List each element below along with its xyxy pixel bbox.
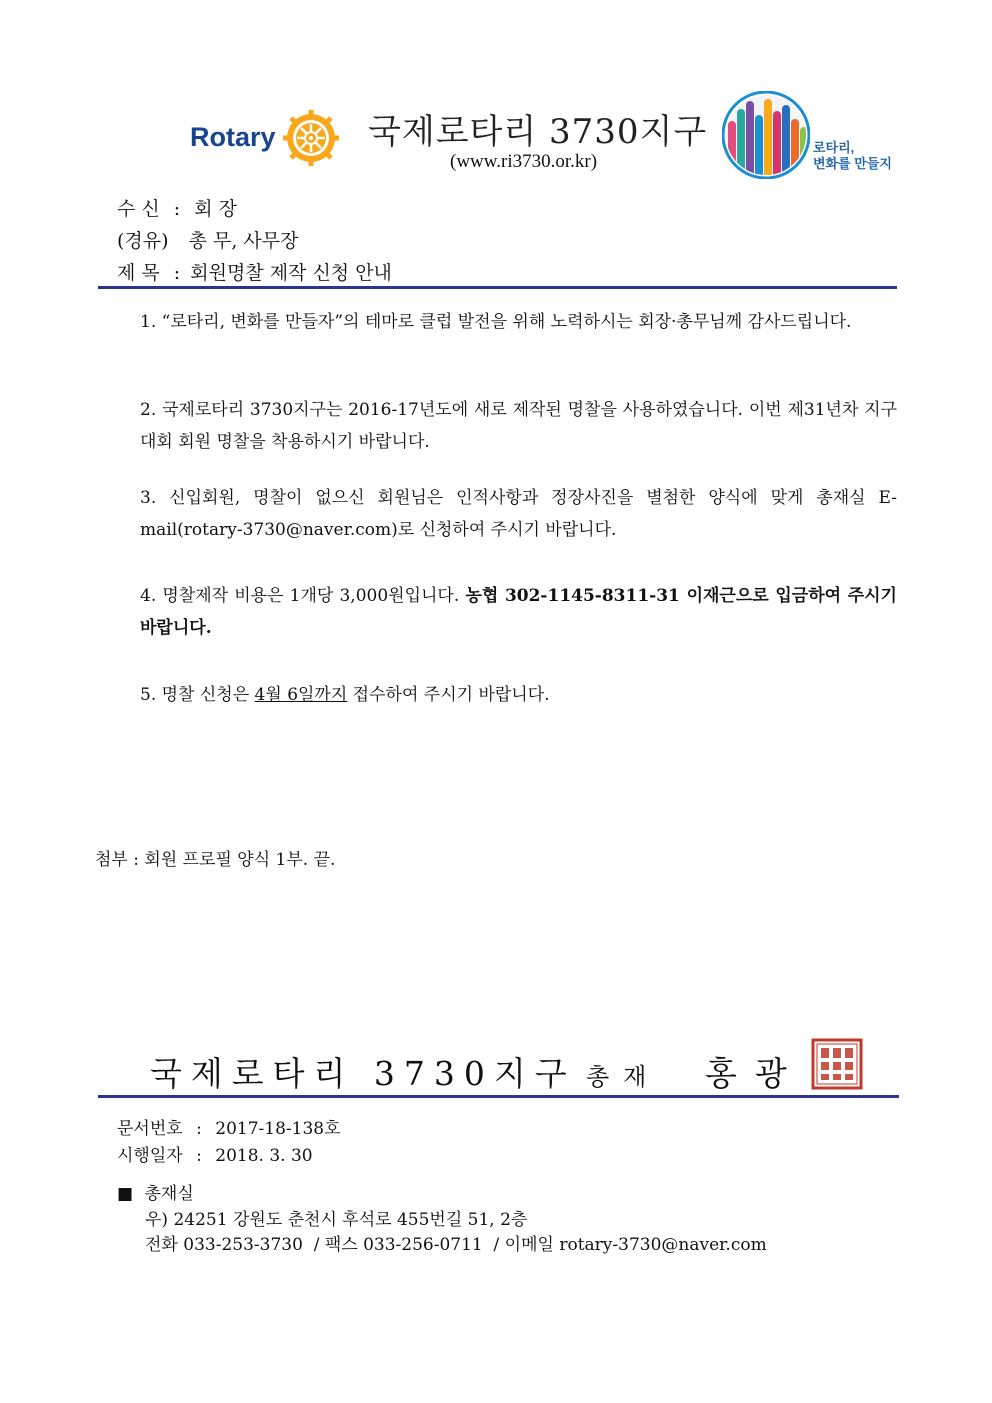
paragraph-1-text: 1. “로타리, 변화를 만들자”의 테마로 클럽 발전을 위해 노력하시는 회장·총무님께 감사드립니다. <box>140 312 852 332</box>
header-title: 국제로타리 3730지구 <box>368 112 708 152</box>
subject-label: 제 목 <box>117 262 160 284</box>
recipient-label: 수 신 <box>117 198 160 220</box>
paragraph-5-deadline: 4월 6일까지 <box>254 685 348 705</box>
issue-date-label: 시행일자 <box>117 1146 183 1166</box>
theme-slogan <box>813 140 892 172</box>
header-url: (www.ri3730.or.kr) <box>450 151 598 172</box>
paragraph-5-text <box>95 679 897 711</box>
subject-colon: : <box>173 262 181 284</box>
paragraph-4-text <box>95 580 897 644</box>
document-number-value: 2017-18-138호 <box>215 1119 341 1139</box>
signature-divider <box>98 1095 899 1098</box>
issue-date-colon: : <box>196 1146 202 1166</box>
paragraph-1 <box>95 306 897 338</box>
recipient-colon: : <box>173 198 181 220</box>
paragraph-5-before: 5. 명찰 신청은 <box>140 685 255 705</box>
theme-slogan-line2: 변화를 만들지 <box>813 156 892 171</box>
paragraph-5 <box>95 679 897 711</box>
rotary-wheel-icon <box>283 110 339 166</box>
paragraph-2-text: 2. 국제로타리 3730지구는 2016-17년도에 새로 제작된 명찰을 사용하였습니다. 이번 제31년차 지구대회 회원 명찰을 착용하시기 바랍니다. <box>140 400 897 452</box>
document-number-row <box>117 1114 341 1139</box>
issue-date-value: 2018. 3. 30 <box>215 1146 313 1166</box>
recipient-value: 회 장 <box>194 198 237 220</box>
paragraph-3-text: 3. 신입회원, 명찰이 없으신 회원님은 인적사항과 정장사진을 별첨한 양식에 맞게 총재실 E-mail(rotary-3730@naver.com)로 신청하여 주시기 바랍니다. <box>140 488 897 540</box>
rotary-logo-text: Rotary <box>190 122 276 152</box>
signature-role: 총재 <box>586 1063 661 1091</box>
via-value: 총 무, 사무장 <box>188 230 299 252</box>
office-bullet-icon: ■ <box>117 1184 134 1204</box>
via-row <box>117 226 298 253</box>
attachment-note: 첨부 : 회원 프로필 양식 1부. 끝. <box>95 850 336 870</box>
theme-logo-icon <box>722 91 810 179</box>
office-address: 우) 24251 강원도 춘천시 후석로 455번길 51, 2층 <box>145 1210 528 1230</box>
office-name: 총재실 <box>144 1184 194 1204</box>
office-contact: 전화 033-253-3730 / 팩스 033-256-0711 / 이메일 rotary-3730@naver.com <box>145 1235 767 1255</box>
paragraph-4 <box>95 580 897 644</box>
paragraph-4-bank-info: 농협 302-1145-8311-31 이재근으로 입금하여 주시기 바랍니다. <box>140 586 897 638</box>
paragraph-4-normal: 4. 명찰제작 비용은 1개당 3,000원입니다. <box>140 586 466 606</box>
issue-date-row <box>117 1141 313 1166</box>
recipient-row <box>117 194 237 221</box>
via-label: (경유) <box>117 230 169 252</box>
signature-organization: 국제로타리 3730지구 <box>150 1054 576 1093</box>
theme-slogan-line1: 로타리, <box>813 140 855 155</box>
document-number-label: 문서번호 <box>117 1119 183 1139</box>
paragraph-3 <box>95 482 897 546</box>
signature-name: 홍광 <box>705 1054 805 1093</box>
header-divider <box>98 286 897 289</box>
official-seal-icon <box>811 1038 863 1090</box>
paragraph-5-after: 접수하여 주시기 바랍니다. <box>347 685 550 705</box>
subject-row <box>117 258 392 285</box>
office-heading <box>117 1179 194 1204</box>
subject-value: 회원명찰 제작 신청 안내 <box>190 262 392 284</box>
document-number-colon: : <box>196 1119 202 1139</box>
paragraph-2 <box>95 394 897 458</box>
